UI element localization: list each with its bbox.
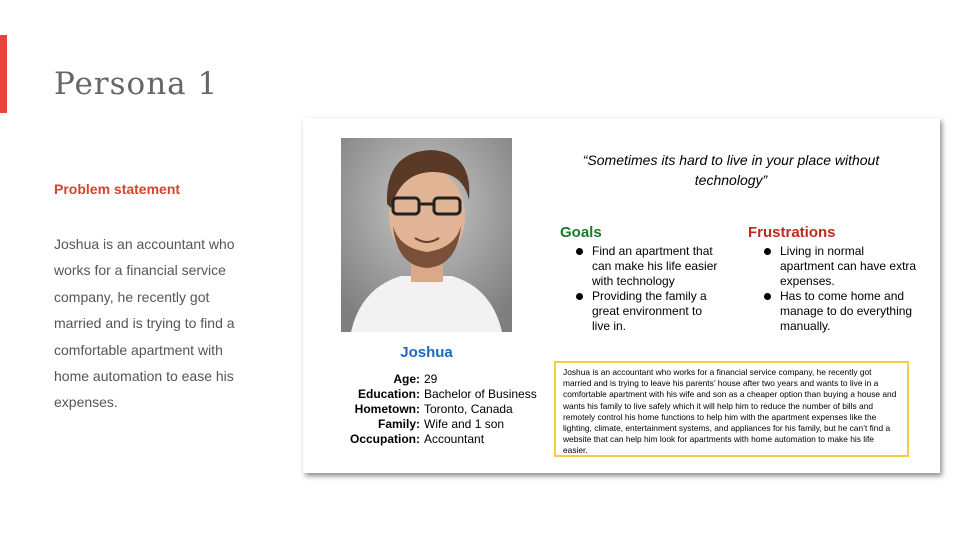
detail-value: Toronto, Canada (424, 402, 513, 416)
detail-label: Education: (358, 387, 420, 401)
frustrations-heading: Frustrations (748, 224, 836, 241)
detail-label: Occupation: (349, 432, 420, 446)
goals-list (570, 244, 720, 334)
bullet-icon (764, 248, 771, 255)
persona-story: Joshua is an accountant who works for a financial service company, he recently got married and is trying to leave his parents’ house after two years and wants to live in a comfortable apartment with his wife and son as a cheaper option than buying a house and wants his family to live safely which it will help him to reduce the number of bills and remotely control his home functions to help him with the apartment expenses like the lighting, climate, entertainment systems, and appliances for his family, but he can’t find a website that can help him look for apartments with home automation to make his life easier. (554, 361, 909, 457)
list-item (570, 244, 720, 289)
list-item (758, 289, 918, 334)
list-item (570, 289, 720, 334)
frustrations-list (758, 244, 918, 334)
goals-heading: Goals (560, 224, 602, 241)
persona-details (325, 372, 537, 447)
persona-quote: “Sometimes its hard to live in your place without technology” (582, 152, 880, 188)
detail-label: Family: (377, 417, 420, 431)
detail-education (325, 387, 537, 402)
detail-family (325, 417, 537, 432)
portrait-photo (341, 138, 512, 332)
detail-value: 29 (424, 372, 438, 386)
goal-text: Providing the family a great environment to live in. (592, 289, 707, 333)
frustration-text: Living in normal apartment can have extra expenses. (780, 244, 917, 288)
detail-occupation (325, 432, 537, 447)
detail-value: Bachelor of Business (424, 387, 537, 401)
frustration-text: Has to come home and manage to do everything manually. (780, 289, 913, 333)
bullet-icon (576, 293, 583, 300)
accent-bar (0, 35, 7, 113)
bullet-icon (764, 293, 771, 300)
problem-statement-text: Joshua is an accountant who works for a financial service company, he recently got married and is trying to find a comfortable apartment with home automation to ease his expenses. (54, 236, 235, 411)
list-item (758, 244, 918, 289)
detail-value: Accountant (424, 432, 485, 446)
problem-statement-heading: Problem statement (54, 181, 181, 197)
persona-name: Joshua (400, 344, 453, 361)
detail-value: Wife and 1 son (424, 417, 505, 431)
detail-label: Hometown: (354, 402, 420, 416)
goal-text: Find an apartment that can make his life easier with technology (592, 244, 718, 288)
bullet-icon (576, 248, 583, 255)
detail-hometown (325, 402, 537, 417)
slide-title: Persona 1 (54, 66, 219, 102)
persona-card (303, 118, 940, 473)
detail-age (325, 372, 537, 387)
detail-label: Age: (393, 372, 420, 386)
